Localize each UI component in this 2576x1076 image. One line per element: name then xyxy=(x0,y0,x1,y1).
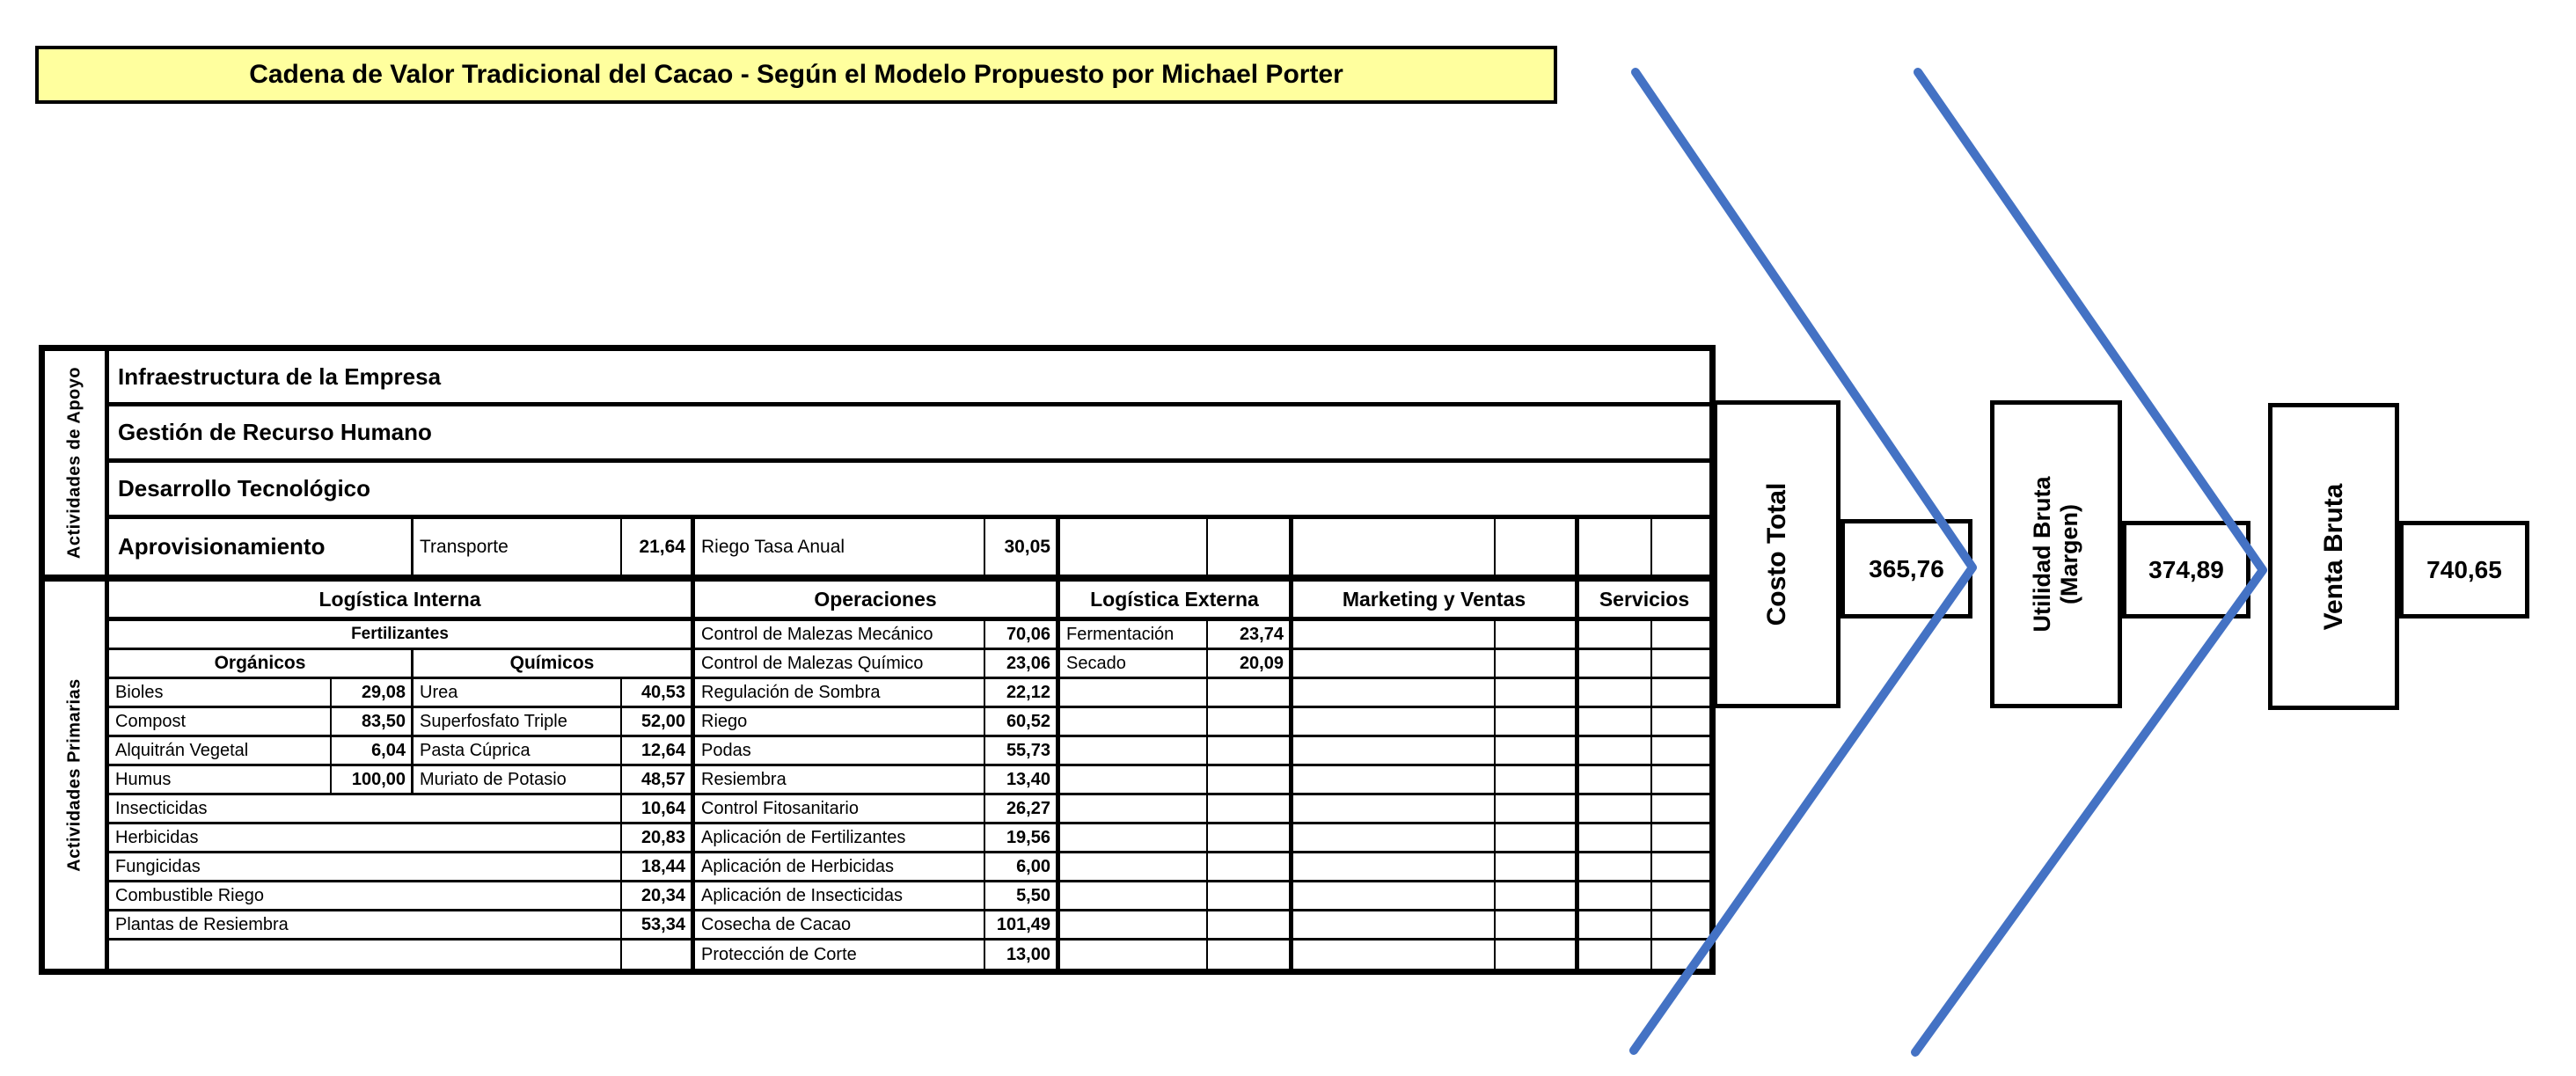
costo-total-box: Costo Total xyxy=(1713,400,1841,708)
table-row xyxy=(109,766,1709,795)
empty-cell xyxy=(1060,708,1208,735)
support-row-desarrollo: Desarrollo Tecnológico xyxy=(118,475,371,501)
empty-cell xyxy=(1208,679,1293,706)
aprovisionamiento-label: Aprovisionamiento xyxy=(109,519,413,575)
table-row xyxy=(109,853,1709,882)
operaciones-label: Aplicación de Insecticidas xyxy=(695,882,985,909)
operaciones-label: Resiembra xyxy=(695,766,985,793)
empty-cell xyxy=(1293,882,1496,909)
organicos-value: 100,00 xyxy=(332,766,413,793)
empty-cell xyxy=(1579,679,1652,706)
empty-cell xyxy=(1496,679,1579,706)
venta-bruta-value: 740,65 xyxy=(2399,521,2529,619)
operaciones-value: 13,00 xyxy=(985,941,1060,969)
operaciones-label: Control Fitosanitario xyxy=(695,795,985,822)
empty-cell xyxy=(1208,911,1293,938)
logistica-interna-value: 20,83 xyxy=(622,824,695,851)
table-row xyxy=(109,941,1709,969)
support-row-infraestructura: Infraestructura de la Empresa xyxy=(118,362,442,390)
quimicos-value: 48,57 xyxy=(622,766,695,793)
empty-cell xyxy=(1060,679,1208,706)
empty-cell xyxy=(1496,853,1579,880)
empty-cell xyxy=(1496,737,1579,764)
logistica-interna-label: Fungicidas xyxy=(109,853,622,880)
venta-bruta-box: Venta Bruta xyxy=(2268,403,2399,710)
table-row xyxy=(109,650,1709,679)
empty-cell xyxy=(1208,737,1293,764)
empty-cell xyxy=(1293,911,1496,938)
organicos-value: 29,08 xyxy=(332,679,413,706)
empty-cell xyxy=(1579,621,1652,648)
empty-cell xyxy=(1652,911,1709,938)
empty-cell xyxy=(1579,882,1652,909)
operaciones-label: Aplicación de Herbicidas xyxy=(695,853,985,880)
empty-cell xyxy=(1060,795,1208,822)
empty-cell xyxy=(1293,650,1496,677)
logistica-interna-value: 20,34 xyxy=(622,882,695,909)
empty-cell xyxy=(1060,853,1208,880)
primary-header-row xyxy=(109,582,1709,621)
organicos-label: Compost xyxy=(109,708,332,735)
table-row xyxy=(109,795,1709,824)
operaciones-value: 70,06 xyxy=(985,621,1060,648)
empty-cell xyxy=(1293,795,1496,822)
empty-cell xyxy=(1579,766,1652,793)
header-logistica-externa: Logística Externa xyxy=(1060,582,1293,617)
empty-cell xyxy=(1496,795,1579,822)
utilidad-bruta-value: 374,89 xyxy=(2122,521,2250,619)
empty-cell xyxy=(1293,519,1496,575)
empty-cell xyxy=(1579,650,1652,677)
organicos-value: 83,50 xyxy=(332,708,413,735)
empty-cell xyxy=(1652,519,1709,575)
quimicos-label: Muriato de Potasio xyxy=(413,766,622,793)
operaciones-value: 19,56 xyxy=(985,824,1060,851)
table-row xyxy=(109,882,1709,911)
aprovisionamiento-item-value: 21,64 xyxy=(622,519,695,575)
quimicos-label: Pasta Cúprica xyxy=(413,737,622,764)
empty-cell xyxy=(1293,941,1496,969)
operaciones-label: Protección de Corte xyxy=(695,941,985,969)
empty-cell xyxy=(1293,766,1496,793)
empty-cell xyxy=(1496,911,1579,938)
empty-cell xyxy=(1579,737,1652,764)
fertilizantes-header: Fertilizantes xyxy=(109,621,695,648)
primary-activities-section xyxy=(45,582,1709,969)
empty-cell xyxy=(1652,708,1709,735)
empty-cell xyxy=(1060,737,1208,764)
logistica-interna-label: Herbicidas xyxy=(109,824,622,851)
empty-cell xyxy=(1579,941,1652,969)
organicos-header: Orgánicos xyxy=(109,650,413,677)
operaciones-label: Control de Malezas Mecánico xyxy=(695,621,985,648)
empty-cell xyxy=(1579,519,1652,575)
logistica-interna-value xyxy=(622,941,695,969)
support-row-gestion: Gestión de Recurso Humano xyxy=(118,419,432,445)
empty-cell xyxy=(1060,911,1208,938)
quimicos-header: Químicos xyxy=(413,650,695,677)
logistica-interna-value: 53,34 xyxy=(622,911,695,938)
logistica-externa-label: Fermentación xyxy=(1060,621,1208,648)
empty-cell xyxy=(1208,853,1293,880)
operaciones-value: 101,49 xyxy=(985,911,1060,938)
operaciones-value: 6,00 xyxy=(985,853,1060,880)
empty-cell xyxy=(1293,737,1496,764)
empty-cell xyxy=(1579,853,1652,880)
empty-cell xyxy=(1293,679,1496,706)
table-row xyxy=(109,911,1709,941)
empty-cell xyxy=(1652,941,1709,969)
organicos-label: Humus xyxy=(109,766,332,793)
empty-cell xyxy=(1579,795,1652,822)
empty-cell xyxy=(1208,795,1293,822)
table-row xyxy=(109,737,1709,766)
empty-cell xyxy=(1060,519,1208,575)
aprovisionamiento-item-label: Transporte xyxy=(413,519,622,575)
logistica-interna-label: Plantas de Resiembra xyxy=(109,911,622,938)
side-label-primarias: Actividades Primarias xyxy=(45,582,109,969)
operaciones-label: Aplicación de Fertilizantes xyxy=(695,824,985,851)
empty-cell xyxy=(1208,882,1293,909)
empty-cell xyxy=(1060,882,1208,909)
organicos-label: Alquitrán Vegetal xyxy=(109,737,332,764)
operaciones-value: 26,27 xyxy=(985,795,1060,822)
empty-cell xyxy=(1060,824,1208,851)
table-row xyxy=(109,621,1709,650)
page-title: Cadena de Valor Tradicional del Cacao - Según el Modelo Propuesto por Michael Porter xyxy=(249,60,1343,89)
empty-cell xyxy=(1496,708,1579,735)
operaciones-value: 60,52 xyxy=(985,708,1060,735)
logistica-interna-label: Insecticidas xyxy=(109,795,622,822)
table-row xyxy=(109,708,1709,737)
quimicos-value: 52,00 xyxy=(622,708,695,735)
table-row xyxy=(109,824,1709,853)
empty-cell xyxy=(1293,853,1496,880)
empty-cell xyxy=(1208,708,1293,735)
operaciones-value: 13,40 xyxy=(985,766,1060,793)
quimicos-label: Superfosfato Triple xyxy=(413,708,622,735)
quimicos-value: 12,64 xyxy=(622,737,695,764)
quimicos-value: 40,53 xyxy=(622,679,695,706)
section-divider xyxy=(45,575,1709,582)
logistica-interna-value: 18,44 xyxy=(622,853,695,880)
quimicos-label: Urea xyxy=(413,679,622,706)
empty-cell xyxy=(1579,824,1652,851)
empty-cell xyxy=(1496,519,1579,575)
operaciones-value: 55,73 xyxy=(985,737,1060,764)
logistica-interna-label: Combustible Riego xyxy=(109,882,622,909)
header-logistica-interna: Logística Interna xyxy=(109,582,695,617)
empty-cell xyxy=(1208,941,1293,969)
operaciones-value: 22,12 xyxy=(985,679,1060,706)
utilidad-bruta-box: Utilidad Bruta (Margen) xyxy=(1990,400,2122,708)
operaciones-label: Cosecha de Cacao xyxy=(695,911,985,938)
empty-cell xyxy=(1652,679,1709,706)
logistica-externa-value: 20,09 xyxy=(1208,650,1293,677)
organicos-value: 6,04 xyxy=(332,737,413,764)
empty-cell xyxy=(1579,708,1652,735)
empty-cell xyxy=(1060,766,1208,793)
logistica-interna-value: 10,64 xyxy=(622,795,695,822)
empty-cell xyxy=(1208,766,1293,793)
operaciones-label: Riego xyxy=(695,708,985,735)
empty-cell xyxy=(1060,941,1208,969)
empty-cell xyxy=(1496,941,1579,969)
empty-cell xyxy=(1652,853,1709,880)
side-label-apoyo: Actividades de Apoyo xyxy=(45,351,109,575)
empty-cell xyxy=(1496,882,1579,909)
empty-cell xyxy=(1496,766,1579,793)
operaciones-label: Regulación de Sombra xyxy=(695,679,985,706)
header-servicios: Servicios xyxy=(1599,587,1690,611)
value-chain-table xyxy=(39,345,1716,975)
empty-cell xyxy=(1293,621,1496,648)
operaciones-value: 5,50 xyxy=(985,882,1060,909)
empty-cell xyxy=(1652,737,1709,764)
costo-total-value: 365,76 xyxy=(1841,519,1972,619)
title-banner xyxy=(35,46,1557,104)
aprovisionamiento-item-value: 30,05 xyxy=(985,519,1060,575)
support-activities-section xyxy=(45,351,1709,575)
aprovisionamiento-item-label: Riego Tasa Anual xyxy=(695,519,985,575)
empty-cell xyxy=(1652,766,1709,793)
header-marketing-ventas: Marketing y Ventas xyxy=(1293,582,1579,617)
header-operaciones: Operaciones xyxy=(695,582,1060,617)
empty-cell xyxy=(1652,882,1709,909)
empty-cell xyxy=(1293,824,1496,851)
empty-cell xyxy=(1208,519,1293,575)
organicos-label: Bioles xyxy=(109,679,332,706)
empty-cell xyxy=(1496,824,1579,851)
operaciones-label: Podas xyxy=(695,737,985,764)
empty-cell xyxy=(1652,824,1709,851)
logistica-externa-value: 23,74 xyxy=(1208,621,1293,648)
logistica-externa-label: Secado xyxy=(1060,650,1208,677)
operaciones-value: 23,06 xyxy=(985,650,1060,677)
empty-cell xyxy=(1579,911,1652,938)
logistica-interna-label xyxy=(109,941,622,969)
table-row xyxy=(109,679,1709,708)
empty-cell xyxy=(1652,621,1709,648)
empty-cell xyxy=(1496,650,1579,677)
empty-cell xyxy=(1293,708,1496,735)
empty-cell xyxy=(1208,824,1293,851)
empty-cell xyxy=(1652,650,1709,677)
empty-cell xyxy=(1496,621,1579,648)
operaciones-label: Control de Malezas Químico xyxy=(695,650,985,677)
empty-cell xyxy=(1652,795,1709,822)
